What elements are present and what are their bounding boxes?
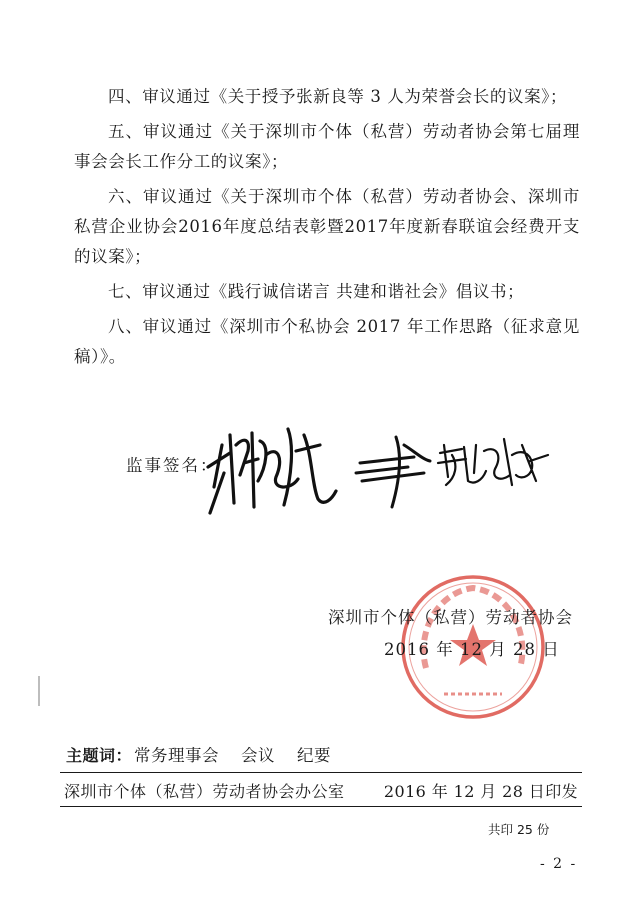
resolution-list <box>74 82 580 377</box>
keyword-item: 纪要 <box>297 746 332 765</box>
supervisor-signature-label: 监事签名： <box>126 456 219 475</box>
resolution-item-6: 六、审议通过《关于深圳市个体（私营）劳动者协会、深圳市私营企业协会2016年度总结表彰暨2017年度新春联谊会经费开支的议案》； <box>74 187 580 266</box>
keyword-item: 会议 <box>241 746 276 765</box>
resolution-item-4: 四、审议通过《关于授予张新良等 3 人为荣誉会长的议案》； <box>108 87 568 106</box>
signature-2 <box>356 437 430 507</box>
resolution-item-5: 五、审议通过《关于深圳市个体（私营）劳动者协会第七届理事会会长工作分工的议案》； <box>74 122 580 171</box>
footer-rule-bottom <box>60 806 582 807</box>
keywords-label: 主题词： <box>66 746 133 765</box>
signature-3 <box>438 439 548 485</box>
keyword-item: 常务理事会 <box>134 746 220 765</box>
signature-1 <box>208 429 336 513</box>
issuer-name: 深圳市个体（私营）劳动者协会 <box>328 608 573 627</box>
resolution-item-8: 八、审议通过《深圳市个私协会 2017 年工作思路（征求意见稿）》。 <box>74 317 580 366</box>
footer-rule-top <box>60 772 582 773</box>
keywords-line <box>66 742 353 766</box>
page-number: - 2 - <box>540 856 578 872</box>
keywords-items <box>134 746 353 765</box>
handwritten-signatures <box>200 415 560 525</box>
resolution-item-7: 七、审议通过《践行诚信诺言 共建和谐社会》倡议书； <box>108 282 525 301</box>
issuing-office: 深圳市个体（私营）劳动者协会办公室 <box>64 782 345 801</box>
print-date: 2016 年 12 月 28 日印发 <box>383 782 578 801</box>
issuer-date: 2016 年 12 月 28 日 <box>384 640 560 659</box>
copies-count: 共印 25 份 <box>488 822 550 837</box>
scan-mark <box>38 676 40 706</box>
